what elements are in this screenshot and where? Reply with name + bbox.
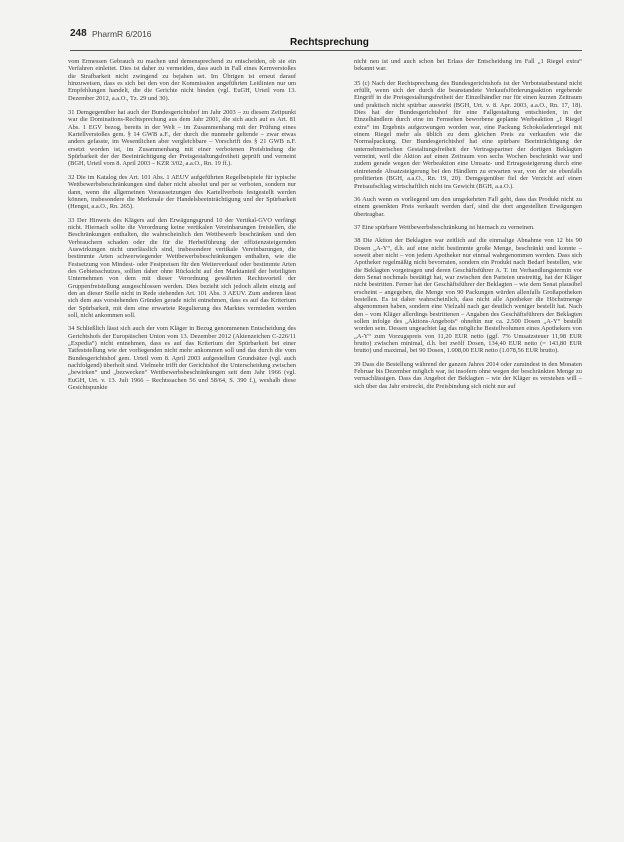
paragraph: 38 Die Aktion der Beklagten war zeitlich auf die einmalige Abnahme von 12 bis 90 Dosen „A-Y“, d.h. auf eine nicht bestimmte große Menge, beschränkt und konnte – soweit aber nicht – von jedem Apotheker nur einmal wahrgenommen werden. Dass sich Apotheker regelmäßig nicht bevorraten, sondern ein Produkt nach Bedarf bestellen, wie die Beklagten vorgetragen und deren Geschäftsführer A. T. im Verhandlungstermin vor dem Senat nochmals bestätigt hat, war zwischen den Parteien unstreitig, hat der Kläger nicht bestritten. Ferner hat der Geschäftsführer der Beklagten – wie dem Senat plausibel erscheint – angegeben, die Menge von 90 Packungen würden allenfalls Großapotheken bestellen. Es ist daher wahrscheinlich, dass nicht alle Apotheker die Höchstmenge abgenommen haben, sondern eine Vielzahl nach gar deutlich weniger bestellt hat. Nach den – vom Kläger allerdings bestrittenen – Angaben des Geschäftsführers der Beklagten sollen infolge des „Aktions-Angebots“ ohnehin nur ca. 2.500 Dosen „A-Y“ bestellt worden sein. Dessen ungeachtet lag das mögliche Bestellvolumen eines Apothekers von „A-Y“ zum Vorzugspreis von 11,20 EUR netto (ggf. 7% Umsatzsteuer 11,98 EUR brutto) zwischen minimal, d.h. bei zwölf Dosen, 134,40 EUR netto (= 143,80 EUR brutto) und maximal, bei 90 Dosen, 1.008,00 EUR netto (1.078,56 EUR brutto). [354, 237, 582, 355]
paragraph: 36 Auch wenn es vorliegend um den umgekehrten Fall geht, dass das Produkt nicht zu einem gesenkten Preis verkauft werden darf, sind die dort angestellten Erwägungen übertragbar. [354, 195, 582, 218]
paragraph: 33 Der Hinweis des Klägers auf den Erwägungsgrund 10 der Vertikal-GVO verfängt nicht. Hiernach sollte die Verordnung keine vertikalen Vereinbarungen freistellen, die Beschränkungen enthalten, die wahrscheinlich den Wettbewerb beschränken und den Verbrauchern schaden oder die für die Herbeiführung der effizienzsteigernden Auswirkungen nicht unerlässlich sind, insbesondere vertikale Vereinbarungen, die bestimmte Arten schwerwiegender Wettbewerbsbeschränkungen enthalten, wie die Festsetzung von Mindest- oder Festpreisen für den Weiterverkauf oder bestimmte Arten des Gebietsschutzes, sollten daher ohne Rücksicht auf den Marktanteil der beteiligten Unternehmen von dem mit dieser Verordnung gewährten Rechtsvorteil der Gruppenfreistellung ausgeschlossen werden. Dies bezieht sich jedoch allein einzig auf den an dieser Stelle nicht in Rede stehenden Art. 101 Abs. 3 AEUV. Zum anderen lässt sich dem aus vorstehenden Gründen gerade nicht entnehmen, dass es auf das Kriterium der Spürbarkeit, mit dem eine erwartete Regulierung des Marktes vermieden werden soll, nicht ankommen soll. [68, 216, 296, 319]
right-column [354, 58, 582, 396]
left-column [68, 58, 296, 397]
journal-citation: PharmR 6/2016 [92, 29, 152, 39]
paragraph: nicht neu ist und auch schon bei Erlass der Entscheidung im Fall „1 Riegel extra“ bekannt war. [354, 58, 582, 73]
paragraph: 32 Die im Katalog des Art. 101 Abs. 1 AEUV aufgeführten Regelbeispiele für typische Wettbewerbsbeschränkungen sind daher nicht absolut und per se verboten, sondern nur dann, wenn die allgemeinen Voraussetzungen des Kartellverbots festgestellt werden können, insbesondere die Merkmale der Handelsbeeinträchtigung und der Spürbarkeit (Hengst, a.a.O., Rn. 265). [68, 173, 296, 211]
paragraph: 31 Demgegenüber hat auch der Bundesgerichtshof im Jahr 2003 – zu diesem Zeitpunkt war die Dominations-Rechtsprechung aus dem Jahr 2001, die sich auch auf es Art. 81 Abs. 1 EGV bezog, bereits in der Welt – im Zusammenhang mit der Prüfung eines Kartellverstoßes gem. § 14 GWB a.F., der durch die nunmehr geltende – zwar etwas anders gefasste, im Wesentlichen aber vergleichbare – Vorschrift des § 21 GWB n.F. ersetzt worden ist, im Zusammenhang mit einer verbotenen Preisbindung die Spürbarkeit der der Beeinträchtigung der Preisgestaltungsfreiheit geprüft und verneint (BGH, Urteil vom 8. April 2003 – KZR 3/02, a.a.O., Rn. 19 ff.). [68, 109, 296, 168]
paragraph: vom Ermessen Gebrauch zu machen und demensprechend zu entscheiden, ob sie ein Verfahren einleitet. Dies ist daher zu vermeiden, dass auch in Fall eines Kernverstoßes die Strafbarkeit nicht zwingend zu bejahen sei. Im Übrigen ist erneut darauf hinzuweisen, dass es sich bei den von der Kommission angeführten Leitlinien nur um Empfehlungen handelt, die die Gerichte nicht binden (vgl. EuGH, Urteil vom 13. Dezember 2012, a.a.O., Tz. 29 und 30). [68, 58, 296, 102]
header-rule [70, 50, 582, 51]
page-header [70, 28, 582, 46]
paragraph: 37 Eine spürbare Wettbewerbsbeschränkung ist hiernach zu verneinen. [354, 223, 535, 231]
paragraph: 34 Schließlich lässt sich auch der vom Kläger in Bezug genommenen Entscheidung des Gerichtshofs der Europäischen Union vom 13. Dezember 2012 (Aktenzeichen C-226/11 „Expedia“) nicht entnehmen, dass es auf das Kriterium der Spürbarkeit bei einer Tatfeststellung wie der vorliegenden nicht mehr ankommen soll und das durch die vom Bundesgerichtshof gem. Urteil vom 8. April 2003 aufgestellten Grundsätze (vgl. auch nachfolgend) überholt sind. Vielmehr trifft der Gerichtshof die Unterscheidung zwischen „bewirken“ und „bezwecken“ Wettbewerbsbeschränkungen seit dem Jahr 1966 (vgl. EuGH, Urt. v. 13. Juli 1966 – Rechtssachen 56 und 58/64, S. 390 f.), weshalb diese Gesichtspunkte [68, 325, 296, 392]
page-number: 248 [70, 28, 87, 39]
section-title: Rechtsprechung [290, 37, 369, 48]
paragraph: 35 (c) Nach der Rechtsprechung des Bundesgerichtshofs ist der Verbotstatbestand nicht erfüllt, wenn sich der durch die beanstandete Verkaufsförderungsaktion ergebende Eingriff in die Preisgestaltungsfreiheit der Einzelhändler nur für einen kurzen Zeitraum und praktisch nicht spürbar auswirkt (BGH, Urt. v. 8. Apr. 2003, a.a.O., Rn. 17, 18). Dies hat der Bundesgerichtshof für eine Fallgestaltung entschieden, in der Einzelhändlern durch eine im Fernsehen beworbene geplante Werbeaktion „1 Riegel extra“ im Ergebnis aufgezwungen worden war, eine Packung Schokoladenriegel mit einem Riegel mehr als üblich zu dem gleichen Preis zu verkaufen wie die Normalpackung. Der Bundesgerichtshof hat eine spürbare Beeinträchtigung der unternehmerischen Gestaltungsfreiheit der Vertragspartner der dortigen Beklagten verneint, weil die Aktion auf einen Zeitraum von sechs Wochen beschränkt war und zudem gerade wegen der Werbeaktion eine Umsatz- und Ertragssteigerung durch eine eintretende Absatzsteigerung bei den Händlern zu erwarten war, von der sie ebenfalls profitierten (BGH, a.a.O., Rn. 19, 20). Demgegenüber fiel der Verzicht auf einen Preisaufschlag wirtschaftlich nicht ins Gewicht (BGH, a.a.O.). [354, 79, 582, 190]
paragraph: 39 Dass die Bestellung während der ganzen Jahres 2014 oder zumindest in den Monaten Februar bis Dezember möglich war, ist insofern ohne wegen der beschränkten Menge zu vernachlässigen. Dass das Angebot der Beklagten – wie der Kläger es verstehen will – sich über das Jahr erstreckt, die Preisbindung sich nicht nur auf [354, 360, 582, 390]
